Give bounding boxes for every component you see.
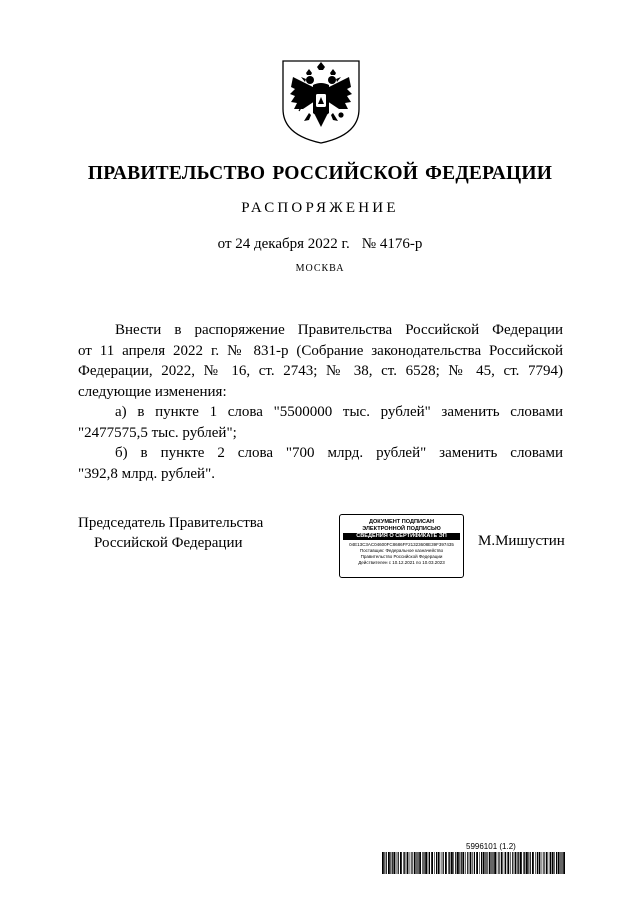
stamp-owner: Правительство Российской Федерации xyxy=(360,554,443,559)
signer-name: М.Мишустин xyxy=(478,533,565,549)
document-code: 5996101 (1.2) xyxy=(466,842,516,851)
signer-position-line1: Председатель Правительства xyxy=(78,515,264,531)
paragraph-item-a xyxy=(78,402,563,443)
text-line: Федерации, 2022, № 16, ст. 2743; № 38, ст. 6528; № 45, ст. 7794) xyxy=(78,363,563,379)
order-body xyxy=(78,320,563,484)
stamp-line1: ДОКУМЕНТ ПОДПИСАН xyxy=(368,519,435,525)
stamp-line2: ЭЛЕКТРОННОЙ ПОДПИСЬЮ xyxy=(362,525,441,532)
document-number: № 4176-р xyxy=(361,236,423,252)
text-line: б) в пункте 2 слова "700 млрд. рублей" заменить словами xyxy=(115,445,563,461)
signer-position xyxy=(78,513,263,553)
barcode-icon xyxy=(382,852,565,874)
stamp-validity: Действителен с 10.12.2021 по 10.03.2023 xyxy=(358,560,445,565)
paragraph-item-b xyxy=(78,443,563,484)
paragraph-main xyxy=(78,320,563,402)
text-line: "2477575,5 тыс. рублей"; xyxy=(78,424,237,441)
electronic-signature-stamp xyxy=(339,514,464,578)
signer-position-line2: Российской Федерации xyxy=(94,535,243,551)
text-line: "392,8 млрд. рублей". xyxy=(78,465,215,482)
text-line: Внести в распоряжение Правительства Российской Федерации xyxy=(115,322,563,338)
coat-of-arms-emblem xyxy=(279,57,363,145)
stamp-header: СВЕДЕНИЯ О СЕРТИФИКАТЕ ЭП xyxy=(343,533,460,540)
stamp-certificate: 04E13C3AC04600FC8686FF21323608E39F397435 xyxy=(349,542,454,547)
document-date: от 24 декабря 2022 г. xyxy=(217,236,350,252)
double-headed-eagle-icon xyxy=(279,57,363,145)
text-line: а) в пункте 1 слова "5500000 тыс. рублей" заменить словами xyxy=(115,404,563,420)
text-line: от 11 апреля 2022 г. № 831-р (Собрание законодательства Российской xyxy=(78,342,563,359)
issuer-title: ПРАВИТЕЛЬСТВО РОССИЙСКОЙ ФЕДЕРАЦИИ xyxy=(87,163,553,184)
document-type: РАСПОРЯЖЕНИЕ xyxy=(241,200,399,216)
text-line: следующие изменения: xyxy=(78,383,227,400)
date-number-line xyxy=(0,236,640,253)
stamp-supplier: Поставщик: Федеральное казначейство xyxy=(359,548,444,553)
city: МОСКВА xyxy=(295,263,345,274)
